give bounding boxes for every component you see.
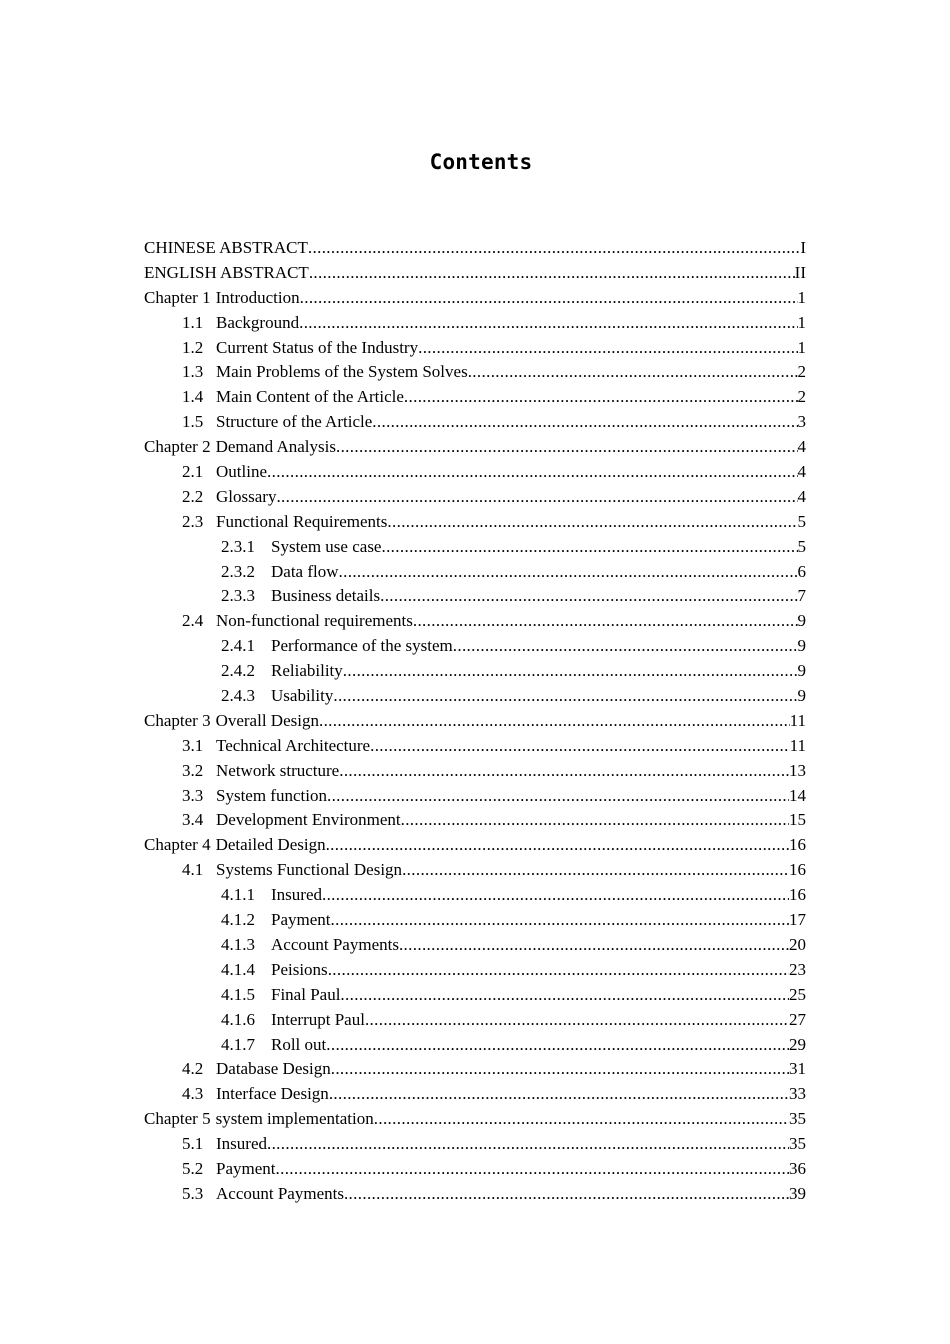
toc-entry-line xyxy=(144,833,806,858)
toc-entry-line xyxy=(221,560,806,585)
toc-entry-label: Database Design xyxy=(216,1059,331,1079)
dot-leader xyxy=(380,584,797,609)
dot-leader xyxy=(331,1057,789,1082)
toc-entry-page-number: 23 xyxy=(789,959,806,979)
toc-entry-label: Reliability xyxy=(271,661,343,681)
dot-leader xyxy=(339,759,789,784)
toc-entry-label: CHINESE ABSTRACT xyxy=(144,238,308,257)
toc-entry-page-number: 25 xyxy=(789,984,806,1004)
toc-entry-page-number: 36 xyxy=(789,1158,806,1178)
toc-entry[interactable] xyxy=(144,833,806,858)
toc-entry-label: Peisions xyxy=(271,959,328,979)
dot-leader xyxy=(401,808,789,833)
toc-entry-number: 2.4.2 xyxy=(221,661,255,681)
toc-entry-line xyxy=(182,784,806,809)
toc-entry[interactable] xyxy=(144,609,806,634)
toc-entry-page-number: 16 xyxy=(789,860,806,880)
toc-entry-label: System function xyxy=(216,785,327,805)
toc-entry-label: Account Payments xyxy=(271,934,399,954)
dot-leader xyxy=(402,858,789,883)
toc-entry-label: Insured xyxy=(271,885,322,905)
toc-entry[interactable] xyxy=(144,734,806,759)
toc-entry-page-number: 5 xyxy=(797,511,806,531)
toc-entry-label: Data flow xyxy=(271,561,339,581)
toc-entry-label: Background xyxy=(216,312,300,332)
toc-entry-line xyxy=(182,1157,806,1182)
dot-leader xyxy=(381,535,797,560)
toc-entry-page-number: 16 xyxy=(789,835,806,855)
toc-entry[interactable] xyxy=(144,435,806,460)
dot-leader xyxy=(267,1132,789,1157)
dot-leader xyxy=(340,983,789,1008)
toc-entry-line xyxy=(144,709,806,734)
toc-entry-label: Main Content of the Article xyxy=(216,387,404,407)
toc-entry[interactable] xyxy=(144,485,806,510)
toc-entry[interactable] xyxy=(144,933,806,958)
toc-entry-line xyxy=(182,1082,806,1107)
toc-entry-line xyxy=(221,659,806,684)
toc-entry-label: Main Problems of the System Solves xyxy=(216,362,468,382)
toc-entry-page-number: 1 xyxy=(797,337,806,357)
toc-entry-line xyxy=(221,535,806,560)
toc-entry-page-number: 3 xyxy=(797,412,806,432)
toc-entry-number: 2.3.1 xyxy=(221,536,255,556)
dot-leader xyxy=(372,410,797,435)
toc-entry-line xyxy=(182,759,806,784)
toc-entry-page-number: 33 xyxy=(789,1084,806,1104)
toc-entry[interactable] xyxy=(144,560,806,585)
toc-entry-label: Roll out xyxy=(271,1034,327,1054)
dot-leader xyxy=(267,460,798,485)
toc-entry[interactable] xyxy=(144,584,806,609)
toc-entry-number: 2.4.1 xyxy=(221,636,255,656)
toc-entry-page-number: 9 xyxy=(797,661,806,681)
toc-entry-line xyxy=(182,1057,806,1082)
dot-leader xyxy=(343,659,798,684)
toc-entry[interactable] xyxy=(144,410,806,435)
toc-entry[interactable] xyxy=(144,1033,806,1058)
toc-entry-number: 3.1 xyxy=(182,735,204,755)
toc-entry-line xyxy=(221,883,806,908)
toc-entry-label: Overall Design xyxy=(215,710,319,730)
toc-entry-line xyxy=(182,1132,806,1157)
toc-entry-number: 2.4.3 xyxy=(221,686,255,706)
toc-entry-label: Detailed Design xyxy=(215,835,326,855)
toc-entry-number: 4.3 xyxy=(182,1084,204,1104)
dot-leader xyxy=(344,1182,789,1207)
toc-entry-label: Payment xyxy=(216,1158,276,1178)
toc-entry-number: 3.3 xyxy=(182,785,204,805)
toc-entry-line xyxy=(182,485,806,510)
toc-entry-label: Usability xyxy=(271,686,334,706)
toc-entry-number: 4.1 xyxy=(182,860,204,880)
dot-leader xyxy=(299,311,797,336)
toc-entry-number: 4.1.5 xyxy=(221,984,255,1004)
toc-entry-number: Chapter 1 xyxy=(144,287,211,307)
toc-entry-label: Systems Functional Design xyxy=(216,860,403,880)
toc-entry-line xyxy=(221,983,806,1008)
toc-entry-number: 2.3.2 xyxy=(221,561,255,581)
toc-entry[interactable] xyxy=(144,958,806,983)
dot-leader xyxy=(328,958,789,983)
toc-entry-label: Current Status of the Industry xyxy=(216,337,419,357)
toc-entry-page-number: I xyxy=(800,238,806,257)
toc-entry-page-number: 4 xyxy=(797,486,806,506)
toc-entry-label: Performance of the system xyxy=(271,636,453,656)
toc-entry-page-number: 9 xyxy=(797,636,806,656)
toc-entry[interactable] xyxy=(144,236,806,261)
toc-entry-number: 4.2 xyxy=(182,1059,204,1079)
toc-entry-page-number: 13 xyxy=(789,760,806,780)
dot-leader xyxy=(453,634,798,659)
toc-entry[interactable] xyxy=(144,883,806,908)
toc-entry-page-number: 39 xyxy=(789,1183,806,1203)
dot-leader xyxy=(331,908,790,933)
toc-entry-page-number: 17 xyxy=(789,910,806,930)
toc-entry-label: Glossary xyxy=(216,486,277,506)
toc-entry-page-number: 20 xyxy=(789,934,806,954)
dot-leader xyxy=(336,435,798,460)
toc-entry-label: Outline xyxy=(216,462,267,482)
toc-entry-line xyxy=(221,1033,806,1058)
toc-entry-page-number: 14 xyxy=(789,785,806,805)
toc-entry-page-number: 29 xyxy=(789,1034,806,1054)
toc-entry-number: Chapter 3 xyxy=(144,710,211,730)
toc-entry-page-number: 9 xyxy=(797,611,806,631)
dot-leader xyxy=(370,734,790,759)
toc-entry-number: 2.1 xyxy=(182,462,204,482)
toc-entry-line xyxy=(182,360,806,385)
toc-entry-number: 4.1.4 xyxy=(221,959,255,979)
dot-leader xyxy=(468,360,798,385)
dot-leader xyxy=(326,1033,789,1058)
toc-entry[interactable] xyxy=(144,634,806,659)
toc-entry-page-number: 1 xyxy=(797,287,806,307)
toc-entry-number: 1.1 xyxy=(182,312,204,332)
toc-entry[interactable] xyxy=(144,460,806,485)
toc-entry-line xyxy=(182,609,806,634)
toc-entry-page-number: 35 xyxy=(789,1109,806,1129)
toc-entry-number: 5.3 xyxy=(182,1183,204,1203)
toc-entry-number: Chapter 4 xyxy=(144,835,211,855)
dot-leader xyxy=(404,385,798,410)
toc-entry-label: Functional Requirements xyxy=(216,511,388,531)
toc-entry-page-number: 11 xyxy=(789,735,806,755)
toc-entry-line xyxy=(182,734,806,759)
toc-entry-line xyxy=(221,684,806,709)
toc-entry[interactable] xyxy=(144,1157,806,1182)
dot-leader xyxy=(365,1008,789,1033)
toc-entry[interactable] xyxy=(144,385,806,410)
toc-entry[interactable] xyxy=(144,858,806,883)
toc-entry-page-number: 1 xyxy=(797,312,806,332)
toc-entry-label: Final Paul xyxy=(271,984,341,1004)
toc-entry-line xyxy=(221,584,806,609)
toc-entry[interactable] xyxy=(144,1182,806,1207)
toc-entry[interactable] xyxy=(144,1008,806,1033)
table-of-contents xyxy=(144,236,806,1207)
toc-entry-label: Development Environment xyxy=(216,810,401,830)
toc-entry-line xyxy=(182,336,806,361)
toc-entry-line xyxy=(221,908,806,933)
toc-entry-page-number: 7 xyxy=(797,586,806,606)
dot-leader xyxy=(319,709,790,734)
toc-entry-number: 1.4 xyxy=(182,387,204,407)
toc-entry-number: 2.4 xyxy=(182,611,204,631)
toc-entry[interactable] xyxy=(144,983,806,1008)
dot-leader xyxy=(387,510,797,535)
toc-entry-label: Account Payments xyxy=(216,1183,344,1203)
toc-entry-page-number: 35 xyxy=(789,1134,806,1154)
toc-entry-label: Insured xyxy=(216,1134,267,1154)
toc-entry[interactable] xyxy=(144,784,806,809)
toc-entry-number: 1.2 xyxy=(182,337,204,357)
toc-entry-label: Technical Architecture xyxy=(216,735,371,755)
toc-entry-page-number: 27 xyxy=(789,1009,806,1029)
toc-entry-page-number: 2 xyxy=(797,362,806,382)
dot-leader xyxy=(309,261,795,286)
toc-entry-line xyxy=(144,1107,806,1132)
dot-leader xyxy=(276,1157,790,1182)
toc-entry[interactable] xyxy=(144,709,806,734)
toc-entry-line xyxy=(182,510,806,535)
toc-entry[interactable] xyxy=(144,336,806,361)
toc-entry-line xyxy=(221,933,806,958)
toc-entry[interactable] xyxy=(144,759,806,784)
toc-entry-line xyxy=(221,1008,806,1033)
toc-entry[interactable] xyxy=(144,908,806,933)
toc-entry-label: System use case xyxy=(271,536,382,556)
toc-entry-label: Introduction xyxy=(215,287,300,307)
toc-entry[interactable] xyxy=(144,1057,806,1082)
toc-entry-line xyxy=(182,311,806,336)
toc-entry-number: 2.3 xyxy=(182,511,204,531)
toc-entry-number: 1.5 xyxy=(182,412,204,432)
toc-entry[interactable] xyxy=(144,1082,806,1107)
toc-entry[interactable] xyxy=(144,808,806,833)
toc-entry-line xyxy=(182,808,806,833)
toc-entry-number: 3.4 xyxy=(182,810,204,830)
toc-entry-label: Payment xyxy=(271,910,331,930)
toc-entry-page-number: 6 xyxy=(797,561,806,581)
toc-entry-number: 4.1.6 xyxy=(221,1009,255,1029)
toc-entry-page-number: 4 xyxy=(797,437,806,457)
dot-leader xyxy=(339,560,798,585)
dot-leader xyxy=(374,1107,789,1132)
dot-leader xyxy=(322,883,789,908)
toc-entry[interactable] xyxy=(144,360,806,385)
toc-entry[interactable] xyxy=(144,684,806,709)
toc-entry-page-number: 9 xyxy=(797,686,806,706)
toc-entry[interactable] xyxy=(144,535,806,560)
toc-entry-page-number: 31 xyxy=(789,1059,806,1079)
toc-entry-page-number: 2 xyxy=(797,387,806,407)
toc-entry-line xyxy=(221,634,806,659)
dot-leader xyxy=(308,236,800,261)
dot-leader xyxy=(413,609,798,634)
toc-entry[interactable] xyxy=(144,1132,806,1157)
dot-leader xyxy=(399,933,789,958)
toc-entry-line xyxy=(144,435,806,460)
toc-entry[interactable] xyxy=(144,510,806,535)
dot-leader xyxy=(326,833,789,858)
toc-entry-label: Structure of the Article xyxy=(216,412,373,432)
toc-entry-line xyxy=(182,385,806,410)
toc-entry-page-number: 11 xyxy=(789,710,806,730)
toc-entry-number: 2.2 xyxy=(182,486,204,506)
dot-leader xyxy=(327,784,789,809)
toc-entry-label: Demand Analysis xyxy=(215,437,336,457)
toc-entry-line xyxy=(144,286,806,311)
page-title: Contents xyxy=(429,150,533,174)
toc-entry-label: Interrupt Paul xyxy=(271,1009,365,1029)
dot-leader xyxy=(329,1082,789,1107)
toc-entry[interactable] xyxy=(144,1107,806,1132)
toc-entry-page-number: 15 xyxy=(789,810,806,830)
toc-entry-page-number: 5 xyxy=(797,536,806,556)
dot-leader xyxy=(333,684,797,709)
toc-entry-label: Non-functional requirements xyxy=(216,611,413,631)
toc-entry-line xyxy=(182,1182,806,1207)
toc-entry-number: 5.2 xyxy=(182,1158,204,1178)
toc-entry-line xyxy=(182,410,806,435)
toc-entry-line xyxy=(182,460,806,485)
toc-entry-label: Interface Design xyxy=(216,1084,329,1104)
dot-leader xyxy=(300,286,798,311)
toc-entry-number: Chapter 2 xyxy=(144,437,211,457)
toc-entry-number: Chapter 5 xyxy=(144,1109,211,1129)
toc-entry-page-number: 16 xyxy=(789,885,806,905)
toc-entry-number: 5.1 xyxy=(182,1134,204,1154)
toc-entry[interactable] xyxy=(144,286,806,311)
toc-entry-label: system implementation xyxy=(215,1109,374,1129)
toc-entry-line xyxy=(144,236,806,261)
toc-entry-number: 4.1.7 xyxy=(221,1034,255,1054)
toc-entry-number: 1.3 xyxy=(182,362,204,382)
toc-entry-label: Business details xyxy=(271,586,381,606)
toc-entry[interactable] xyxy=(144,261,806,286)
toc-entry-number: 2.3.3 xyxy=(221,586,255,606)
toc-entry-number: 4.1.3 xyxy=(221,934,255,954)
toc-entry-label: Network structure xyxy=(216,760,340,780)
toc-entry[interactable] xyxy=(144,659,806,684)
toc-entry-line xyxy=(221,958,806,983)
dot-leader xyxy=(418,336,797,361)
toc-entry[interactable] xyxy=(144,311,806,336)
toc-entry-page-number: 4 xyxy=(797,462,806,482)
dot-leader xyxy=(276,485,797,510)
toc-entry-line xyxy=(144,261,806,286)
toc-entry-line xyxy=(182,858,806,883)
toc-entry-number: 4.1.1 xyxy=(221,885,255,905)
toc-entry-label: ENGLISH ABSTRACT xyxy=(144,262,309,282)
toc-entry-number: 3.2 xyxy=(182,760,204,780)
toc-entry-page-number: II xyxy=(794,262,806,282)
toc-entry-number: 4.1.2 xyxy=(221,910,255,930)
